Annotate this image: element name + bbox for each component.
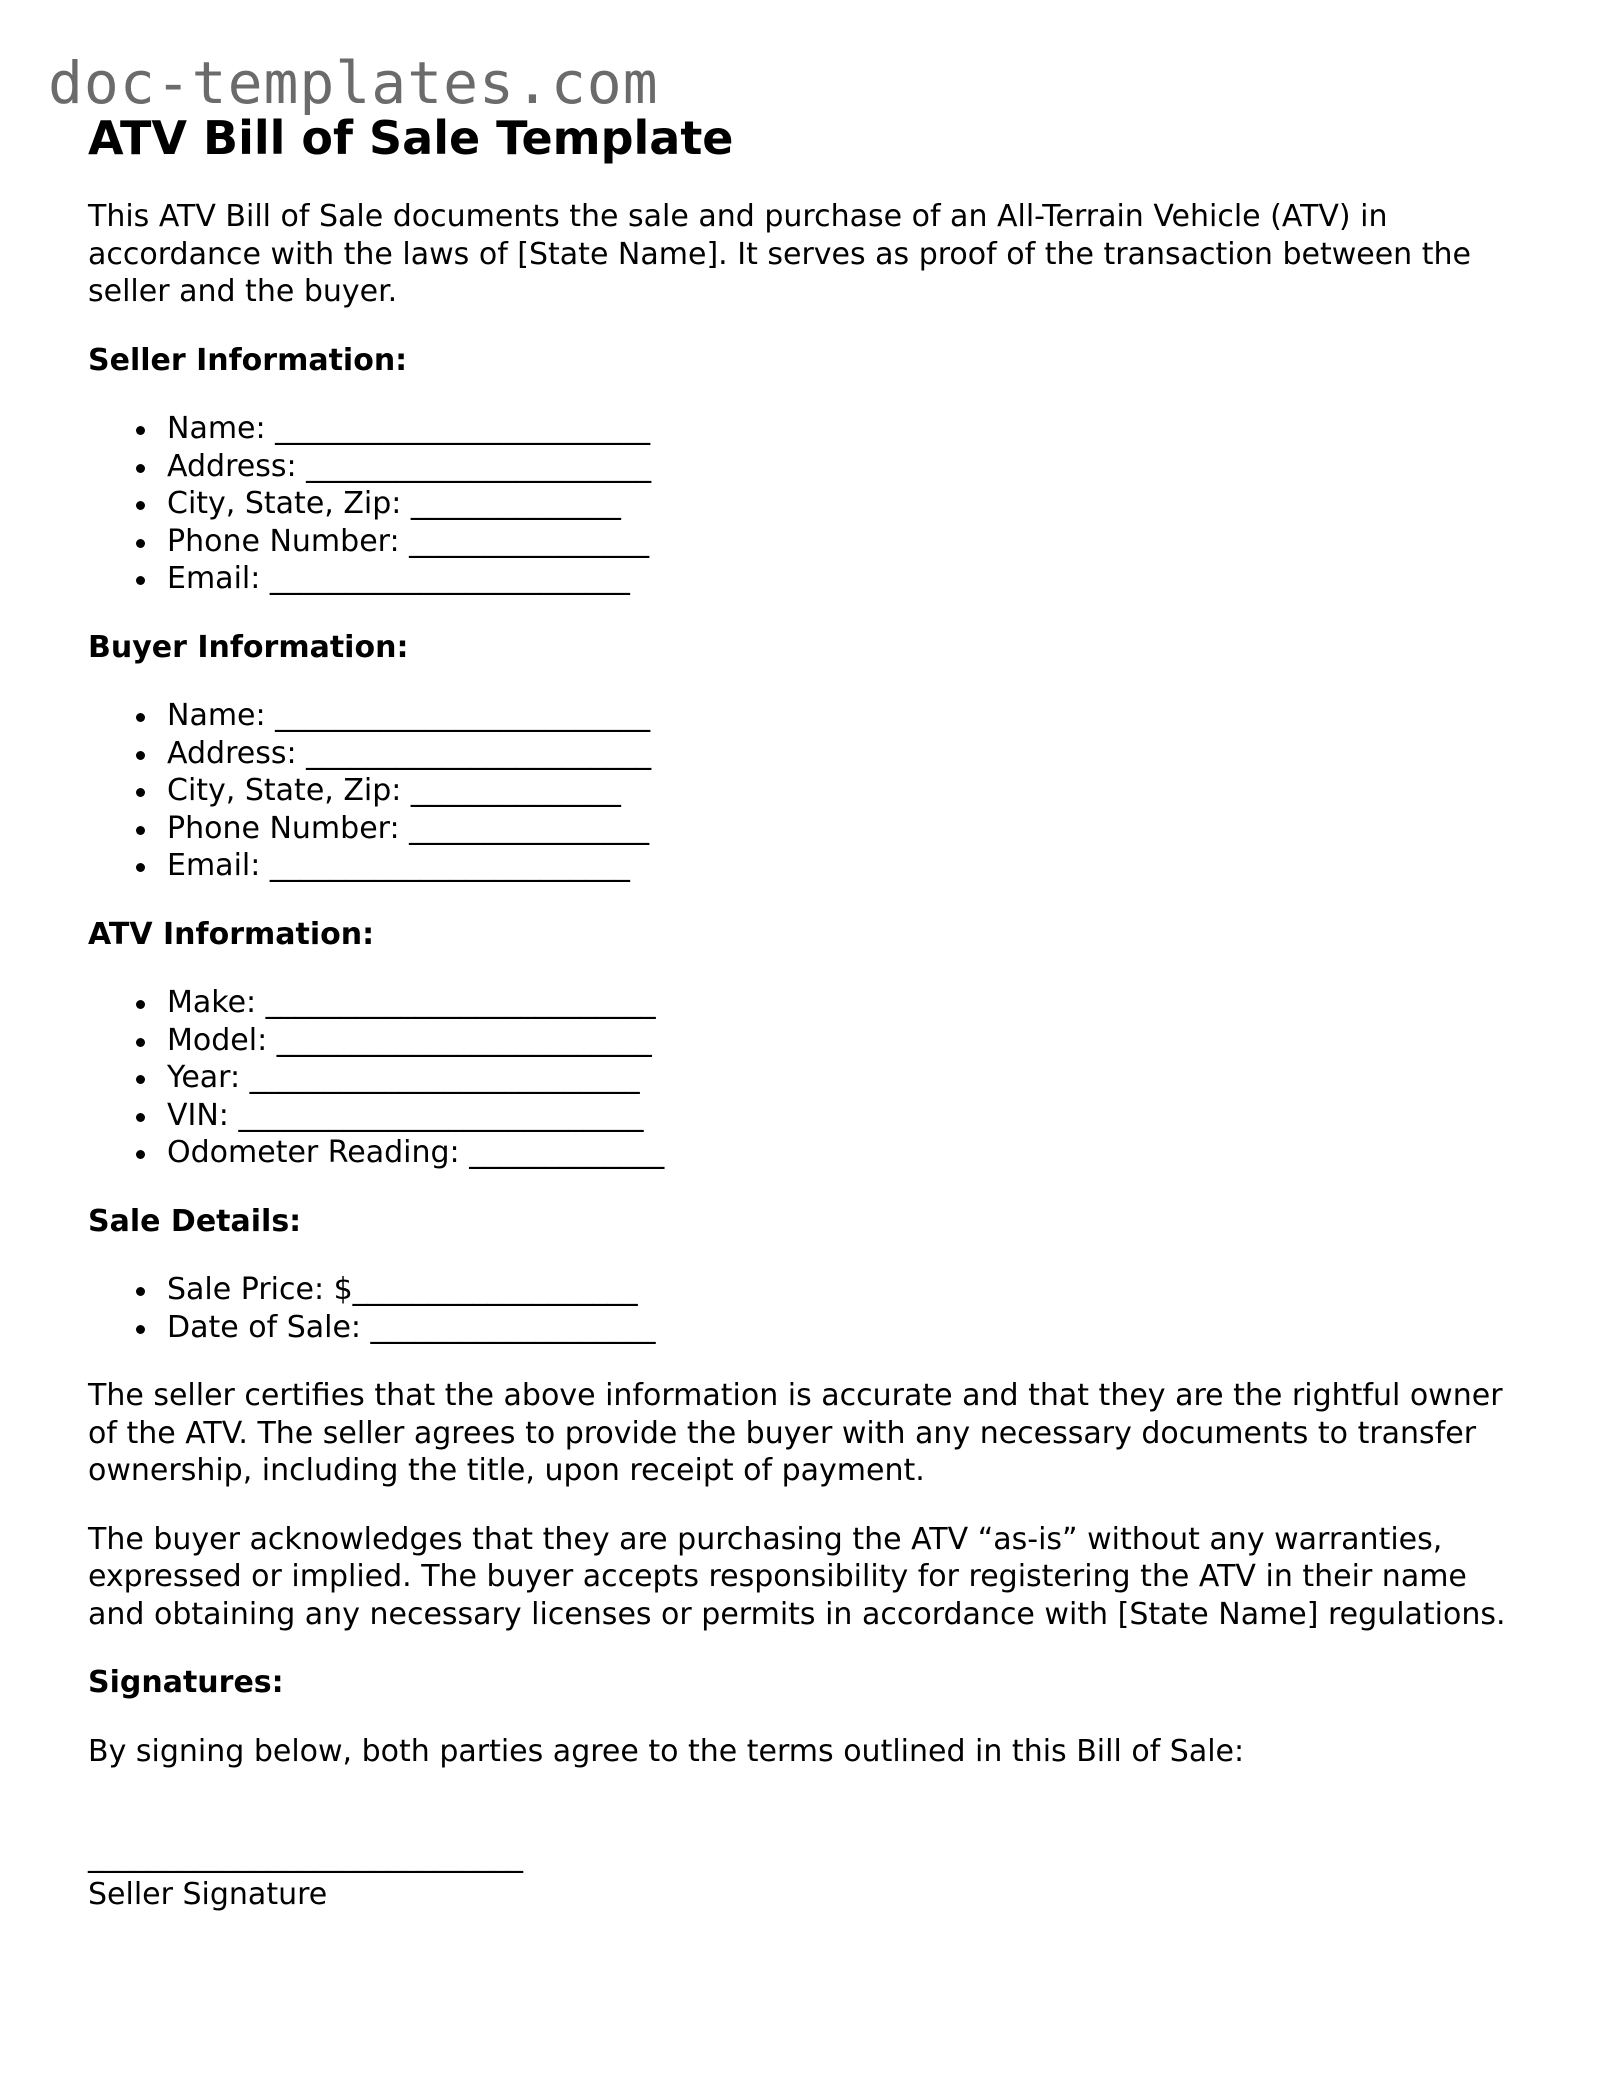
signatures-heading: Signatures: — [88, 1665, 284, 1700]
buyer-acknowledgement-paragraph: The buyer acknowledges that they are purchasing the ATV “as-is” without any warranties, expressed or implied. The buyer accepts responsibility for registering the ATV in their name and obtaining any necessary licenses or permits in accordance with [State Name] regulations. — [88, 1521, 1506, 1632]
list-item-text: Make: __________________________ — [167, 985, 656, 1020]
list-item-text: City, State, Zip: ______________ — [167, 773, 621, 808]
signature-statement: By signing below, both parties agree to the terms outlined in this Bill of Sale: — [88, 1733, 1245, 1769]
list-item-text: VIN: ___________________________ — [167, 1097, 644, 1133]
bullet-icon — [136, 1325, 145, 1334]
buyer-fields-list — [88, 697, 1528, 885]
list-item-text: Name: _________________________ — [167, 411, 651, 446]
seller-email-field — [167, 560, 1528, 598]
sale-date-field — [167, 1309, 1528, 1347]
buyer-name-field — [167, 697, 1528, 735]
atv-model-field — [167, 1022, 1528, 1060]
list-item-text: City, State, Zip: ______________ — [167, 486, 621, 521]
bullet-icon — [136, 1038, 145, 1047]
seller-signature-line: _____________________________ — [88, 1839, 523, 1874]
sale-price-field — [167, 1271, 1528, 1309]
seller-signature-label: Seller Signature — [88, 1876, 328, 1912]
list-item-text: Address: _______________________ — [167, 735, 652, 771]
bullet-icon — [136, 501, 145, 510]
list-item-text: Phone Number: ________________ — [167, 523, 650, 559]
seller-certification-paragraph: The seller certifies that the above information is accurate and that they are the rightful owner of the ATV. The seller agrees to provide the buyer with any necessary documents to transfer ownership, including the title, upon receipt of payment. — [88, 1378, 1503, 1488]
atv-vin-field — [167, 1097, 1528, 1135]
document — [88, 110, 1528, 1913]
buyer-email-field — [167, 847, 1528, 885]
bullet-icon — [136, 1000, 145, 1009]
bullet-icon — [136, 464, 145, 473]
list-item-text: Email: ________________________ — [167, 848, 630, 883]
watermark: doc-templates.com — [48, 49, 659, 117]
atv-year-field — [167, 1059, 1528, 1097]
seller-phone-field — [167, 523, 1528, 561]
bullet-icon — [136, 1150, 145, 1159]
list-item-text: Date of Sale: ___________________ — [167, 1309, 656, 1345]
sale-details-heading: Sale Details: — [88, 1203, 302, 1239]
bullet-icon — [136, 1287, 145, 1296]
bullet-icon — [136, 1113, 145, 1122]
atv-make-field — [167, 984, 1528, 1022]
bullet-icon — [136, 788, 145, 797]
intro-paragraph: This ATV Bill of Sale documents the sale and purchase of an All-Terrain Vehicle (ATV) in accordance with the laws of [State Name]. It serves as proof of the transaction between the seller and the buyer. — [88, 199, 1471, 309]
page-title: ATV Bill of Sale Template — [88, 111, 734, 165]
buyer-address-field — [167, 735, 1528, 773]
seller-city-state-zip-field — [167, 485, 1528, 523]
seller-name-field — [167, 410, 1528, 448]
list-item-text: Model: _________________________ — [167, 1022, 652, 1058]
list-item-text: Address: _______________________ — [167, 448, 652, 484]
list-item-text: Sale Price: $___________________ — [167, 1272, 638, 1307]
bullet-icon — [136, 426, 145, 435]
bullet-icon — [136, 1075, 145, 1084]
bullet-icon — [136, 576, 145, 585]
atv-heading: ATV Information: — [88, 916, 375, 952]
sale-fields-list — [88, 1271, 1528, 1346]
seller-heading: Seller Information: — [88, 342, 408, 378]
buyer-city-state-zip-field — [167, 772, 1528, 810]
bullet-icon — [136, 713, 145, 722]
list-item-text: Phone Number: ________________ — [167, 810, 650, 846]
bullet-icon — [136, 751, 145, 760]
seller-address-field — [167, 448, 1528, 486]
buyer-heading: Buyer Information: — [88, 629, 409, 665]
list-item-text: Odometer Reading: _____________ — [167, 1135, 665, 1170]
list-item-text: Email: ________________________ — [167, 561, 630, 596]
list-item-text: Year: __________________________ — [167, 1060, 640, 1095]
seller-fields-list — [88, 410, 1528, 598]
bullet-icon — [136, 826, 145, 835]
bullet-icon — [136, 863, 145, 872]
buyer-phone-field — [167, 810, 1528, 848]
bullet-icon — [136, 539, 145, 548]
list-item-text: Name: _________________________ — [167, 698, 651, 733]
atv-fields-list — [88, 984, 1528, 1172]
atv-odometer-field — [167, 1134, 1528, 1172]
